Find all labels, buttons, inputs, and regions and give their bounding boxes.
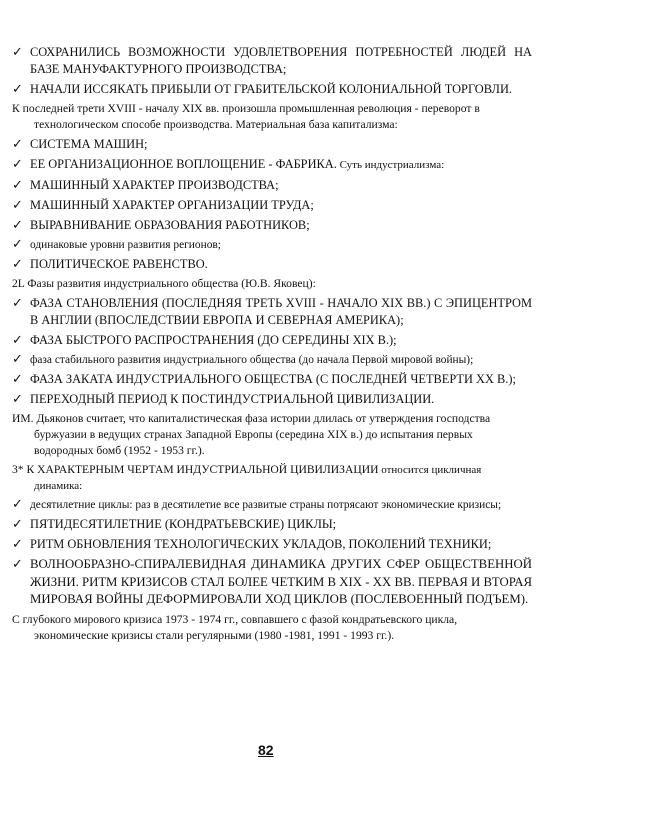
checkmark-icon: ✓	[12, 296, 23, 311]
list-item	[12, 391, 532, 408]
list-item-text: МАШИННЫЙ ХАРАКТЕР ПРОИЗВОДСТВА;	[30, 178, 279, 192]
list-item	[12, 136, 532, 153]
checkmark-icon: ✓	[12, 157, 23, 172]
checkmark-icon: ✓	[12, 517, 23, 532]
list-item	[12, 177, 532, 194]
list-item	[12, 536, 532, 553]
list-item-text: РИТМ ОБНОВЛЕНИЯ ТЕХНОЛОГИЧЕСКИХ УКЛАДОВ, ПОКОЛЕНИЙ ТЕХНИКИ;	[30, 537, 492, 551]
checkmark-icon: ✓	[12, 237, 23, 252]
paragraph-heading: 3* К ХАРАКТЕРНЫМ ЧЕРТАМ ИНДУСТРИАЛЬНОЙ ЦИВИЛИЗАЦИИ	[12, 463, 379, 476]
list-item-text: ФАЗА СТАНОВЛЕНИЯ (ПОСЛЕДНЯЯ ТРЕТЬ XVIII - НАЧАЛО XIX ВВ.) С ЭПИЦЕНТРОМ В АНГЛИИ (ВПОСЛЕДСТВИИ ЕВРОПА И СЕВЕРНАЯ АМЕРИКА);	[30, 296, 532, 327]
list-item-text: ВЫРАВНИВАНИЕ ОБРАЗОВАНИЯ РАБОТНИКОВ;	[30, 218, 310, 232]
list-item	[12, 217, 532, 234]
list-item-text: десятилетние циклы: раз в десятилетие все развитые страны потрясают экономические кризисы;	[30, 499, 502, 511]
paragraph	[12, 462, 532, 494]
paragraph-text: относится цикличная динамика:	[34, 464, 482, 492]
list-item	[12, 352, 532, 368]
list-item-text: ПОЛИТИЧЕСКОЕ РАВЕНСТВО.	[30, 257, 208, 271]
list-item-text: ЕЕ ОРГАНИЗАЦИОННОЕ ВОПЛОЩЕНИЕ - ФАБРИКА.	[30, 157, 337, 171]
list-item-text: ФАЗА ЗАКАТА ИНДУСТРИАЛЬНОГО ОБЩЕСТВА (С ПОСЛЕДНЕЙ ЧЕТВЕРТИ XX В.);	[30, 372, 516, 386]
list-item	[12, 81, 532, 98]
list-item-text: ВОЛНООБРАЗНО-СПИРАЛЕВИДНАЯ ДИНАМИКА ДРУГИХ СФЕР ОБЩЕСТВЕННОЙ ЖИЗНИ. РИТМ КРИЗИСОВ СТАЛ БОЛЕЕ ЧЕТКИМ В XIX - XX ВВ. ПЕРВАЯ И ВТОРАЯ МИРОВАЯ ВОЙНЫ ДЕФОРМИРОВАЛИ ХОД ЦИКЛОВ (ПОСЛЕВОЕННЫЙ ПОДЪЕМ).	[30, 557, 532, 606]
list-item-text: СОХРАНИЛИСЬ ВОЗМОЖНОСТИ УДОВЛЕТВОРЕНИЯ ПОТРЕБНОСТЕЙ ЛЮДЕЙ НА БАЗЕ МАНУФАКТУРНОГО ПРОИЗВОДСТВА;	[30, 45, 532, 76]
list-item	[12, 332, 532, 349]
checkmark-icon: ✓	[12, 557, 23, 572]
list-item	[12, 156, 532, 174]
checkmark-icon: ✓	[12, 352, 23, 367]
checkmark-icon: ✓	[12, 178, 23, 193]
paragraph: 2L Фазы развития индустриального общества (Ю.В. Яковец):	[12, 277, 316, 290]
list-item	[12, 556, 532, 609]
list-item-text: одинаковые уровни развития регионов;	[30, 239, 221, 251]
list-item-text: ПЯТИДЕСЯТИЛЕТНИЕ (КОНДРАТЬЕВСКИЕ) ЦИКЛЫ;	[30, 517, 337, 531]
list-item-note: Суть индустриализма:	[336, 159, 445, 171]
paragraph: ИМ. Дьяконов считает, что капиталистическая фаза истории длилась от утверждения господства буржуазии в ведущих странах Западной Европы (середина XIX в.) до испытания первых водородных бомб (1952 - 1953 гг.).	[12, 412, 491, 457]
list-item-text: ПЕРЕХОДНЫЙ ПЕРИОД К ПОСТИНДУСТРИАЛЬНОЙ ЦИВИЛИЗАЦИИ.	[30, 392, 435, 406]
list-item	[12, 197, 532, 214]
checkmark-icon: ✓	[12, 537, 23, 552]
list-item-text: фаза стабильного развития индустриального общества (до начала Первой мировой войны);	[30, 354, 474, 366]
list-item	[12, 256, 532, 273]
checkmark-icon: ✓	[12, 218, 23, 233]
checkmark-icon: ✓	[12, 392, 23, 407]
checkmark-icon: ✓	[12, 372, 23, 387]
list-item	[12, 295, 532, 329]
checkmark-icon: ✓	[12, 497, 23, 512]
page-number: 82	[258, 742, 274, 758]
list-item	[12, 237, 532, 253]
list-item	[12, 497, 532, 513]
checkmark-icon: ✓	[12, 333, 23, 348]
list-item-text: МАШИННЫЙ ХАРАКТЕР ОРГАНИЗАЦИИ ТРУДА;	[30, 198, 314, 212]
checkmark-icon: ✓	[12, 257, 23, 272]
checkmark-icon: ✓	[12, 45, 23, 60]
list-item-text: СИСТЕМА МАШИН;	[30, 137, 148, 151]
list-item-text: НАЧАЛИ ИССЯКАТЬ ПРИБЫЛИ ОТ ГРАБИТЕЛЬСКОЙ КОЛОНИАЛЬНОЙ ТОРГОВЛИ.	[30, 82, 512, 96]
checkmark-icon: ✓	[12, 198, 23, 213]
list-item	[12, 371, 532, 388]
checkmark-icon: ✓	[12, 137, 23, 152]
document-page	[12, 44, 532, 647]
checkmark-icon: ✓	[12, 82, 23, 97]
paragraph: С глубокого мирового кризиса 1973 - 1974 гг., совпавшего с фазой кондратьевского цикла, экономические кризисы стали регулярными (1980 -1981, 1991 - 1993 гг.).	[12, 612, 458, 642]
list-item	[12, 44, 532, 78]
list-item-text: ФАЗА БЫСТРОГО РАСПРОСТРАНЕНИЯ (ДО СЕРЕДИНЫ XIX В.);	[30, 333, 397, 347]
list-item	[12, 516, 532, 533]
paragraph: К последней трети XVIII - началу XIX вв. произошла промышленная революция - переворот в технологическом способе производства. Материальная база капитализма:	[12, 102, 480, 131]
